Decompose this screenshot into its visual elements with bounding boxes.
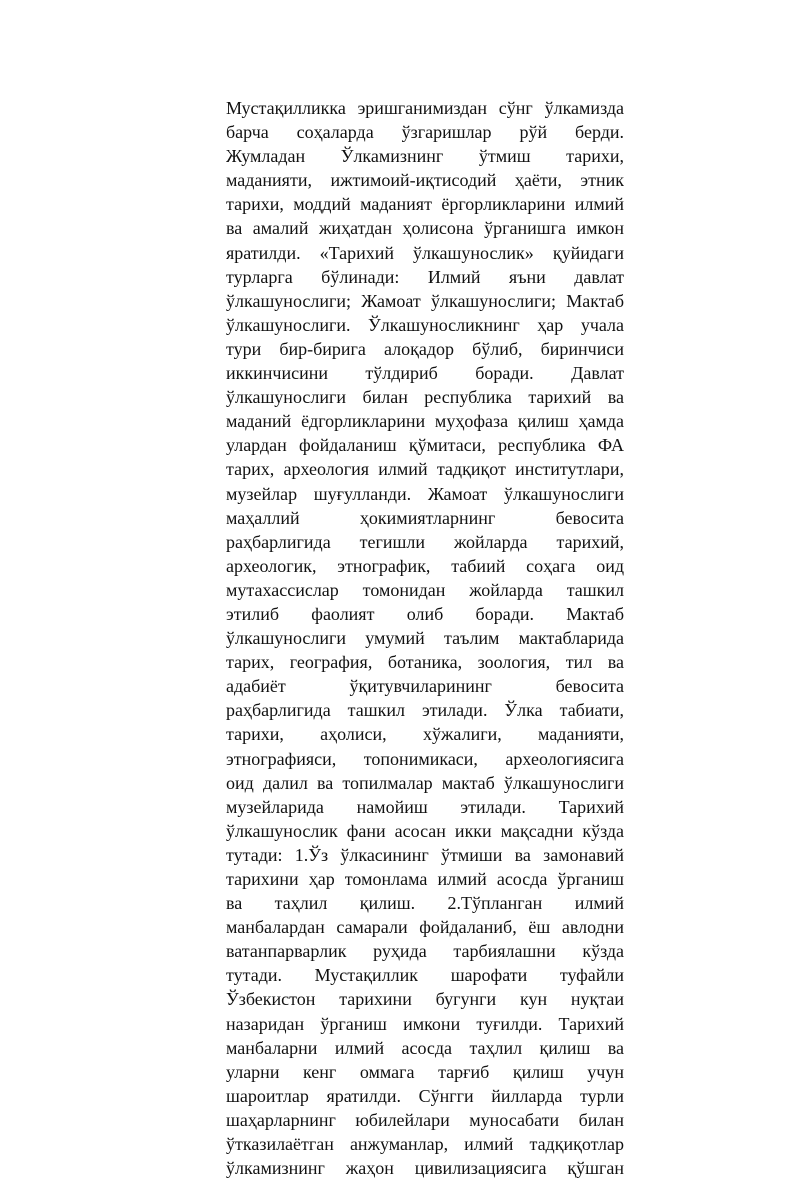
text-line: ўлкашунослиги. Ўлкашуносликнинг ҳар учала	[226, 314, 624, 335]
text-line: маданий ёдгорликларини муҳофаза қилиш ҳамда	[226, 411, 624, 432]
text-line: тури бир-бирига алоқадор бўлиб, биринчиси	[226, 338, 624, 359]
text-line: тарих, археология илмий тадқиқот институтлари,	[226, 459, 624, 480]
text-line: ўлкашунослиги билан республика тарихий ва	[226, 387, 624, 408]
text-line: турларга бўлинади: Илмий яъни давлат	[226, 266, 624, 287]
text-line: ўлкашунослиги умумий таълим мактабларида	[226, 628, 624, 649]
text-line: музейлар шуғулланди. Жамоат ўлкашунослиги	[226, 483, 624, 504]
text-line: ва таҳлил қилиш. 2.Тўпланган илмий	[226, 893, 624, 914]
text-line: Мустақилликка эришганимиздан сўнг ўлкамизда	[226, 98, 624, 118]
text-line: манбалардан самарали фойдаланиб, ёш авлодни	[226, 917, 624, 938]
text-line: ўтказилаётган анжуманлар, илмий тадқиқотлар	[226, 1134, 624, 1155]
text-line: иккинчисини тўлдириб боради. Давлат	[226, 363, 624, 384]
text-line: ўлкашунослиги; Жамоат ўлкашунослиги; Мактаб	[226, 290, 624, 311]
text-line: шароитлар яратилди. Сўнгги йилларда турли	[226, 1085, 624, 1106]
text-line: Жумладан Ўлкамизнинг ўтмиш тарихи,	[226, 146, 624, 167]
text-line: мутахассислар томонидан жойларда ташкил	[226, 579, 624, 600]
text-line: тарихини ҳар томонлама илмий асосда ўрганиш	[226, 869, 624, 889]
text-line: этнографияси, топонимикаси, археологиясига	[226, 748, 624, 769]
text-line: музейларида намойиш этилади. Тарихий	[226, 796, 624, 817]
text-line: тарих, география, ботаника, зоология, тил ва	[226, 652, 624, 673]
text-line: археологик, этнографик, табиий соҳага оид	[226, 555, 624, 576]
text-line: тарихи, аҳолиси, хўжалиги, маданияти,	[226, 724, 624, 745]
text-line: шаҳарларнинг юбилейлари муносабати билан	[226, 1109, 624, 1130]
text-line: улардан фойдаланиш қўмитаси, республика ФА	[226, 435, 624, 456]
text-line: ватанпарварлик руҳида тарбиялашни кўзда	[226, 941, 624, 962]
text-line: тутади. Мустақиллик шарофати туфайли	[226, 965, 624, 986]
text-line: барча соҳаларда ўзгаришлар рўй берди.	[226, 122, 624, 143]
text-line: яратилди. «Тарихий ўлкашунослик» қуйидаги	[226, 242, 624, 263]
text-line: манбаларни илмий асосда таҳлил қилиш ва	[226, 1037, 624, 1058]
text-line: уларни кенг оммага тарғиб қилиш учун	[226, 1061, 624, 1082]
text-line: маданияти, ижтимоий-иқтисодий ҳаёти, этник	[226, 170, 624, 191]
text-line: ўлкашунослик фани асосан икки мақсадни кўзда	[226, 820, 624, 841]
text-line: маҳаллий ҳокимиятларнинг бевосита	[226, 507, 624, 528]
text-line: Ўзбекистон тарихини бугунги кун нуқтаи	[226, 989, 624, 1010]
text-line: адабиёт ўқитувчиларининг бевосита	[226, 676, 624, 697]
body-text	[226, 96, 624, 1180]
text-line: назаридан ўрганиш имкони туғилди. Тарихий	[226, 1013, 624, 1034]
text-line: раҳбарлигида тегишли жойларда тарихий,	[226, 531, 624, 552]
text-line: раҳбарлигида ташкил этилади. Ўлка табиати,	[226, 700, 624, 721]
text-line: ва амалий жиҳатдан ҳолисона ўрганишга имкон	[226, 218, 624, 239]
text-line: ўлкамизнинг жаҳон цивилизациясига қўшган	[226, 1158, 624, 1179]
text-line: оид далил ва топилмалар мактаб ўлкашунослиги	[226, 772, 624, 793]
text-line: этилиб фаолият олиб боради. Мактаб	[226, 603, 624, 624]
text-line: тарихи, моддий маданият ёргорликларини илмий	[226, 194, 624, 215]
text-line: тутади: 1.Ўз ўлкасининг ўтмиши ва замонавий	[226, 844, 624, 865]
